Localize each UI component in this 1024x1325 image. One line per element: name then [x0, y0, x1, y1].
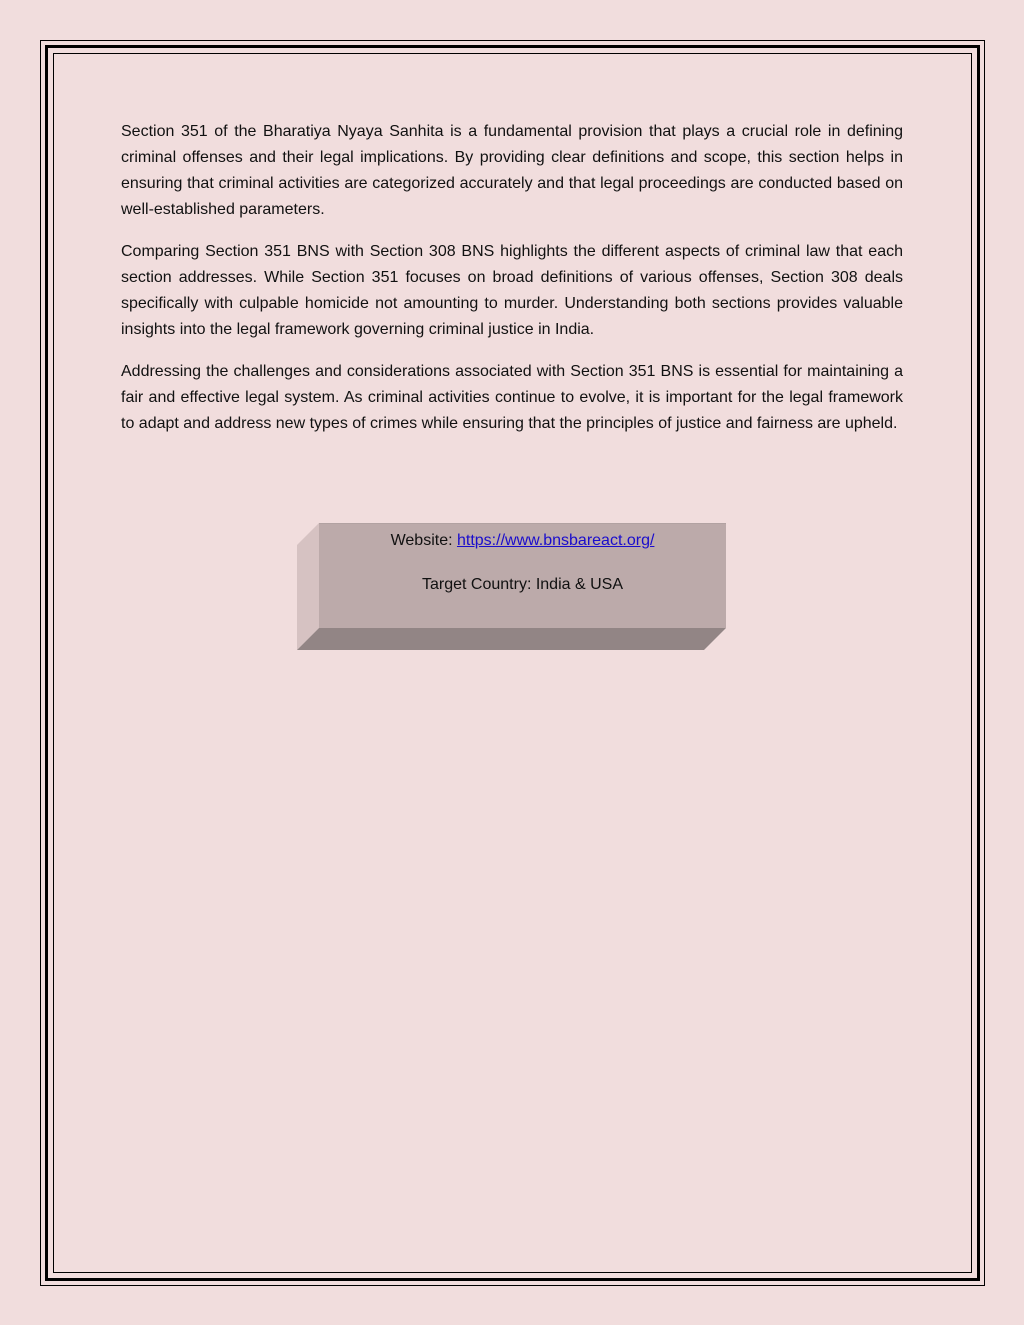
website-link[interactable]: https://www.bnsbareact.org/	[456, 532, 655, 549]
website-label: Website:	[390, 532, 457, 549]
paragraph-1: Section 351 of the Bharatiya Nyaya Sanhita is a fundamental provision that plays a crucial role in defining criminal offenses and their legal implications. By providing clear definitions and scope, this section helps in ensuring that criminal activities are categorized accurately and that legal proceedings are conducted based on well-established parameters.	[121, 123, 903, 218]
website-callout-box	[297, 523, 726, 650]
website-line	[319, 532, 726, 550]
paragraph-2: Comparing Section 351 BNS with Section 308 BNS highlights the different aspects of criminal law that each section addresses. While Section 351 focuses on broad definitions of various offenses, Section 308 deals specifically with culpable homicide not amounting to murder. Understanding both sections provides valuable insights into the legal framework governing criminal justice in India.	[121, 243, 903, 338]
callout-content	[319, 523, 726, 628]
target-country-text: Target Country: India & USA	[422, 576, 623, 593]
body-text	[121, 119, 903, 453]
paragraph-3: Addressing the challenges and considerations associated with Section 351 BNS is essential for maintaining a fair and effective legal system. As criminal activities continue to evolve, it is important for the legal framework to adapt and address new types of crimes while ensuring that the principles of justice and fairness are upheld.	[121, 363, 903, 432]
